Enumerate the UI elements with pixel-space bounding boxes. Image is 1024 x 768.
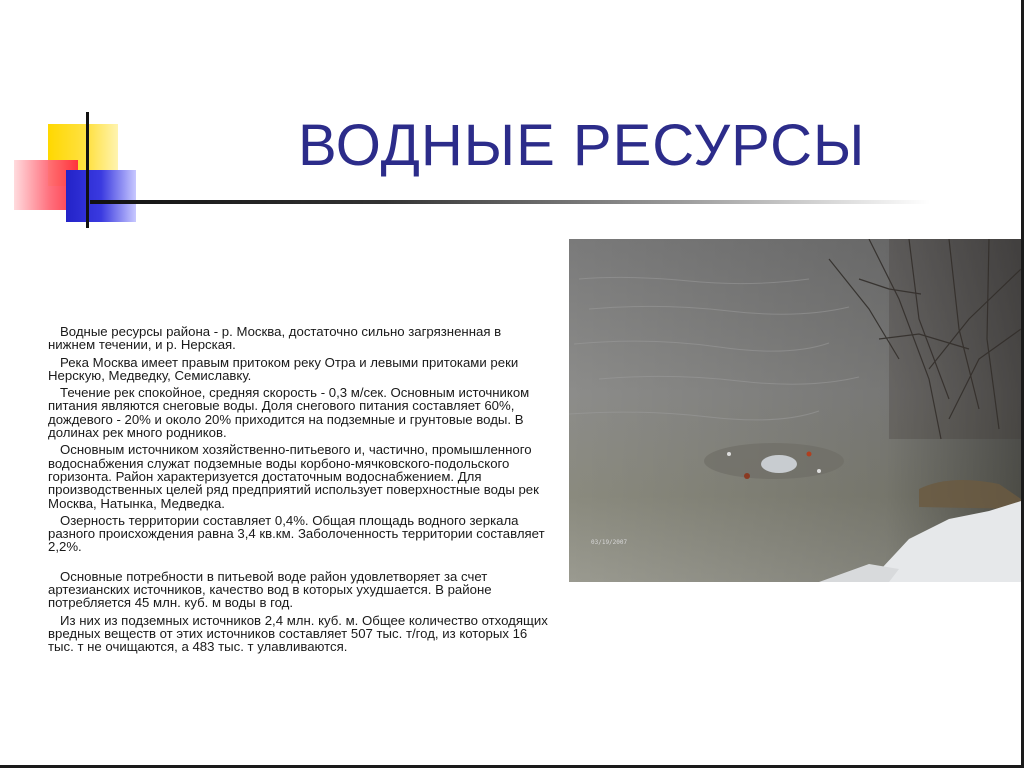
- blue-square: [66, 170, 136, 222]
- paragraph: Течение рек спокойное, средняя скорость - 0,3 м/сек. Основным источником питания являются снеговые воды. Доля снегового питания составляет 60%, дождевого - 20% и около 20% приходится на подземные и грунтовые воды. В долинах рек много родников.: [48, 385, 530, 441]
- paragraph: Основным источником хозяйственно-питьевого и, частично, промышленного водоснабжения служат подземные воды корбоно-мячковского-подольского горизонта. Район характеризуется достаточным водоснабжением. Для производственных целей ряд предприятий использует поверхностные воды рек Москва, Натынка, Медведка.: [48, 442, 539, 511]
- body-text: [48, 325, 548, 658]
- vertical-line: [86, 112, 89, 228]
- paragraph: Основные потребности в питьевой воде район удовлетворяет за счет артезианских источников, качество вод в которых ухудшается. В районе потребляется 45 млн. куб. м воды в год.: [48, 568, 492, 611]
- decorative-logo: [0, 0, 150, 240]
- photo-date-stamp: 03/19/2007: [591, 539, 628, 546]
- paragraph: Водные ресурсы района - р. Москва, достаточно сильно загрязненная в нижнем течении, и р. Нерская.: [48, 324, 502, 353]
- slide-title: ВОДНЫЕ РЕСУРСЫ: [298, 113, 866, 178]
- paragraph: Озерность территории составляет 0,4%. Общая площадь водного зеркала разного происхождения равна 3,4 кв.км. Заболоченность территории составляет 2,2%.: [48, 512, 545, 555]
- paragraph: Из них из подземных источников 2,4 млн. куб. м. Общее количество отходящих вредных веществ от этих источников составляет 507 тыс. т/год, из которых 16 тыс. т не очищаются, а 483 тыс. т улавливаются.: [48, 612, 548, 655]
- title-underline: [90, 200, 930, 204]
- paragraph: Река Москва имеет правым притоком реку Отра и левыми притоками реки Нерскую, Медведку, Семиславку.: [48, 354, 519, 383]
- river-photo-image: [569, 239, 1021, 582]
- river-photo: [569, 239, 1021, 582]
